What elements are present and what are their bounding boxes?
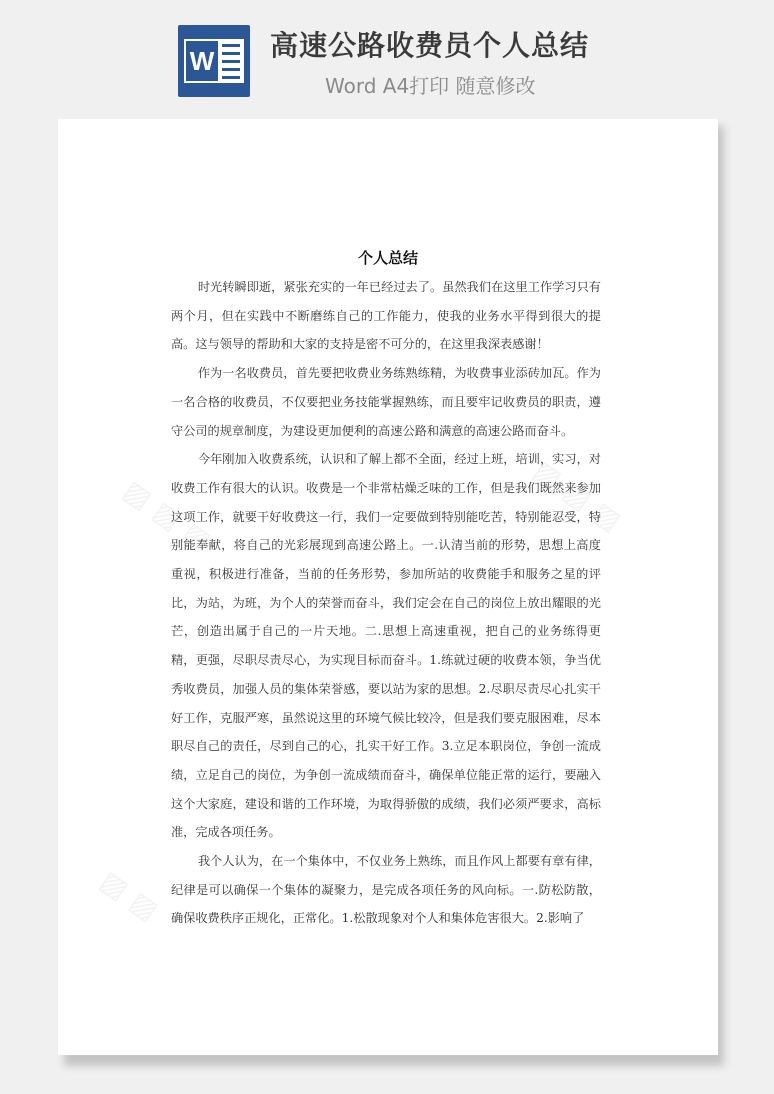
document-lines-icon bbox=[218, 39, 244, 83]
word-logo-letter: W bbox=[184, 39, 220, 83]
paragraph: 时光转瞬即逝，紧张充实的一年已经过去了。虽然我们在这里工作学习只有两个月，但在实践中不断磨练自己的工作能力，使我的业务水平得到很大的提高。这与领导的帮助和大家的支持是密不可分的，在这里我深表感谢！ bbox=[171, 280, 601, 352]
watermark-decoration: ▨ ▨ bbox=[94, 864, 165, 927]
paragraph: 今年刚加入收费系统，认识和了解上都不全面，经过上班，培训，实习，对收费工作有很大的认识。收费是一个非常枯燥乏味的工作，但是我们既然来参加这项工作，就要干好收费这一行，我们一定要做到特别能吃苦，特别能忍受，特别能奉献，将自己的光彩展现到高速公路上。一.认清当前的形势，思想上高度重视，积极进行准备，当前的任务形势，参加所站的收费能手和服务之星的评比，为站，为班，为个人的荣誉而奋斗，我们定会在自己的岗位上放出耀眼的光芒，创造出属于自己的一片天地。二.思想上高速重视，把自己的业务练得更精，更强，尽职尽责尽心，为实现目标而奋斗。1.练就过硬的收费本领，争当优秀收费员，加强人员的集体荣誉感，要以站为家的思想。2.尽职尽责尽心扎实干好工作，克服严寒，虽然说这里的环境气候比较冷，但是我们要克服困难，尽本职尽自己的责任，尽到自己的心，扎实干好工作。3.立足本职岗位，争创一流成绩，立足自己的岗位，为争创一流成绩而奋斗，确保单位能正常的运行，要融入这个大家庭，建设和谐的工作环境，为取得骄傲的成绩，我们必须严要求，高标准，完成各项任务。 bbox=[171, 452, 601, 840]
document-title: 个人总结 bbox=[357, 249, 418, 267]
document-page bbox=[58, 119, 718, 1055]
paragraph: 我个人认为，在一个集体中，不仅业务上熟练，而且作风上都要有章有律，纪律是可以确保一个集体的凝聚力，是完成各项任务的风向标。一.防松防散，确保收费秩序正规化，正常化。1.松散现象对个人和集体危害很大。2.影响了 bbox=[171, 854, 601, 926]
header bbox=[0, 0, 774, 118]
paragraph: 作为一名收费员，首先要把收费业务练熟练精，为收费事业添砖加瓦。作为一名合格的收费员，不仅要把业务技能掌握熟练，而且要牢记收费员的职责，遵守公司的规章制度，为建设更加便利的高速公路和满意的高速公路而奋斗。 bbox=[171, 366, 601, 438]
header-title: 高速公路收费员个人总结 bbox=[270, 29, 590, 62]
document-body bbox=[171, 273, 601, 933]
header-subtitle: Word A4打印 随意修改 bbox=[325, 74, 536, 98]
watermark-decoration: ▨ ▨ ▨ bbox=[117, 473, 218, 558]
word-logo-icon bbox=[178, 25, 250, 97]
watermark-decoration: ▨ ▨ ▨ bbox=[527, 453, 628, 538]
